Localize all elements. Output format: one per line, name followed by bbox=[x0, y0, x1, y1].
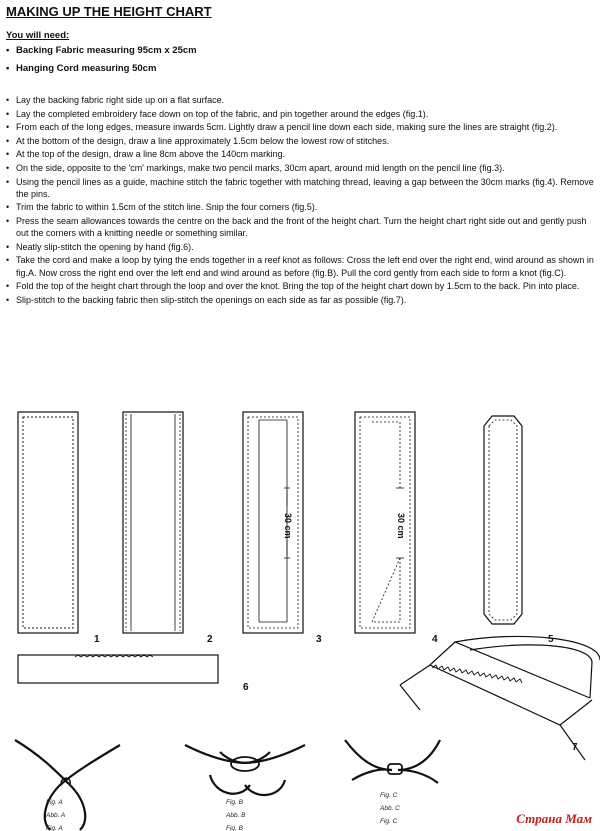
step-item: • At the bottom of the design, draw a line approximately 1.5cm below the lowest row of stitches. bbox=[6, 135, 596, 147]
knot-a-label: Abb. A bbox=[46, 812, 66, 819]
fig5-number: 5 bbox=[548, 634, 554, 645]
knot-fig-c-drawing bbox=[345, 740, 440, 783]
step-item: • Trim the fabric to within 1.5cm of the stitch line. Snip the four corners (fig.5). bbox=[6, 201, 596, 213]
knot-c-label: Abb. C bbox=[380, 805, 400, 812]
fig3-number: 3 bbox=[316, 634, 322, 645]
knot-c-label: Fig. C bbox=[380, 792, 398, 799]
page-title: MAKING UP THE HEIGHT CHART bbox=[6, 4, 212, 19]
knot-b-label: Fig. B bbox=[226, 825, 243, 831]
materials-list bbox=[6, 45, 197, 81]
material-item: • Hanging Cord measuring 50cm bbox=[6, 63, 197, 81]
knot-a-label: Fig. A bbox=[46, 799, 63, 806]
site-watermark: Страна Мам bbox=[516, 811, 592, 826]
fig2-number: 2 bbox=[207, 634, 213, 645]
fig1-drawing bbox=[18, 412, 78, 633]
fig4-number: 4 bbox=[432, 634, 438, 645]
steps-list bbox=[6, 94, 596, 307]
knot-b-label: Abb. B bbox=[226, 812, 246, 819]
material-item: • Backing Fabric measuring 95cm x 25cm bbox=[6, 45, 197, 63]
knot-a-label: Fig. A bbox=[46, 825, 63, 831]
fig6-drawing bbox=[18, 655, 218, 683]
fig6-number: 6 bbox=[243, 682, 249, 693]
fig3-drawing bbox=[243, 412, 303, 633]
step-item: • Fold the top of the height chart through the loop and over the knot. Bring the top of the height chart down by 1.5cm to the back. Pin into place. bbox=[6, 280, 596, 292]
materials-heading: You will need: bbox=[6, 30, 70, 41]
step-item: • Using the pencil lines as a guide, machine stitch the fabric together with matching thread, leaving a gap between the 30cm marks (fig.4). Remove the pins. bbox=[6, 176, 596, 200]
knot-c-label: Fig. C bbox=[380, 818, 398, 825]
fig7-drawing bbox=[400, 636, 600, 760]
step-item: • Slip-stitch to the backing fabric then slip-stitch the openings on each side as far as possible (fig.7). bbox=[6, 294, 596, 306]
knot-fig-b-drawing bbox=[185, 745, 305, 795]
figures-illustration bbox=[0, 400, 600, 831]
step-item: • Lay the completed embroidery face down on top of the fabric, and pin together around the edges (fig.1). bbox=[6, 108, 596, 120]
step-item: • Press the seam allowances towards the centre on the back and the front of the height chart. Turn the height chart right side out and gently push out the corners with a knitting needle or something similar. bbox=[6, 215, 596, 239]
fig7-number: 7 bbox=[572, 742, 578, 753]
step-item: • At the top of the design, draw a line 8cm above the 140cm marking. bbox=[6, 148, 596, 160]
knot-b-label: Fig. B bbox=[226, 799, 243, 806]
fig5-drawing bbox=[484, 416, 522, 624]
fig4-measure-label: 30 cm bbox=[396, 513, 406, 539]
fig3-measure-label: 30 cm bbox=[283, 513, 293, 539]
fig1-number: 1 bbox=[94, 634, 100, 645]
step-item: • Neatly slip-stitch the opening by hand (fig.6). bbox=[6, 241, 596, 253]
step-item: • On the side, opposite to the 'cm' markings, make two pencil marks, 30cm apart, around mid length on the pencil line (fig.3). bbox=[6, 162, 596, 174]
fig2-drawing bbox=[123, 412, 183, 633]
knot-fig-a-drawing bbox=[15, 740, 120, 830]
step-item: • Lay the backing fabric right side up on a flat surface. bbox=[6, 94, 596, 106]
step-item: • Take the cord and make a loop by tying the ends together in a reef knot as follows: Cross the left end over the right end, wind around as shown in fig.A. Now cross the right end over the left end and wind around as before (fig.B). Pull the cord gently from each side to form a knot (fig.C). bbox=[6, 254, 596, 278]
step-item: • From each of the long edges, measure inwards 5cm. Lightly draw a pencil line down each side, making sure the lines are straight (fig.2). bbox=[6, 121, 596, 133]
